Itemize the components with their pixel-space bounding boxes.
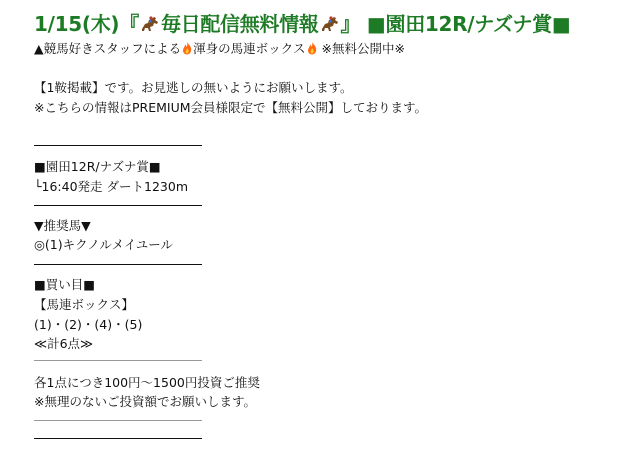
section-divider-thin [34,420,202,421]
advice-line-1: 各1点につき100円～1500円投資ご推奨 [34,375,260,390]
bet-numbers: (1)・(2)・(4)・(5) [34,317,143,332]
fire-icon [181,41,193,55]
section-divider-thin [34,360,202,361]
section-divider [34,205,202,206]
fire-icon-2 [306,41,318,55]
horse-racing-icon-2 [319,14,341,34]
bet-type: 【馬連ボックス】 [34,297,134,312]
subtitle-part2: 渾身の馬連ボックス [193,41,306,56]
subtitle [34,40,405,58]
bet-total: ≪計6点≫ [34,336,94,351]
subtitle-part1: ▲競馬好きスタッフによる [34,41,182,56]
intro-line-1: 【1鞍掲載】です。お見逃しの無いようにお願いします。 [34,80,353,95]
horse-racing-icon [139,14,161,34]
title-main: 毎日配信無料情報 [160,12,319,36]
advice-line-2: ※無理のないご投資額でお願いします。 [34,394,256,409]
pick-header: ▼推奨馬▼ [34,218,91,233]
title-suffix: 』 ■園田12R/ナズナ賞■ [340,12,571,36]
section-divider [34,264,202,265]
title-prefix: 1/15(木)『 [34,12,139,36]
race-detail: └16:40発走 ダート1230m [34,179,189,194]
article-title [34,10,570,38]
subtitle-part3: ※無料公開中※ [317,41,405,56]
bet-header: ■買い目■ [34,277,96,292]
pick-horse: ◎(1)キクノルメイユール [34,237,173,252]
section-divider [34,438,202,439]
intro-line-2: ※こちらの情報はPREMIUM会員様限定で【無料公開】しております。 [34,100,428,115]
race-header: ■園田12R/ナズナ賞■ [34,159,161,174]
section-divider [34,145,202,146]
